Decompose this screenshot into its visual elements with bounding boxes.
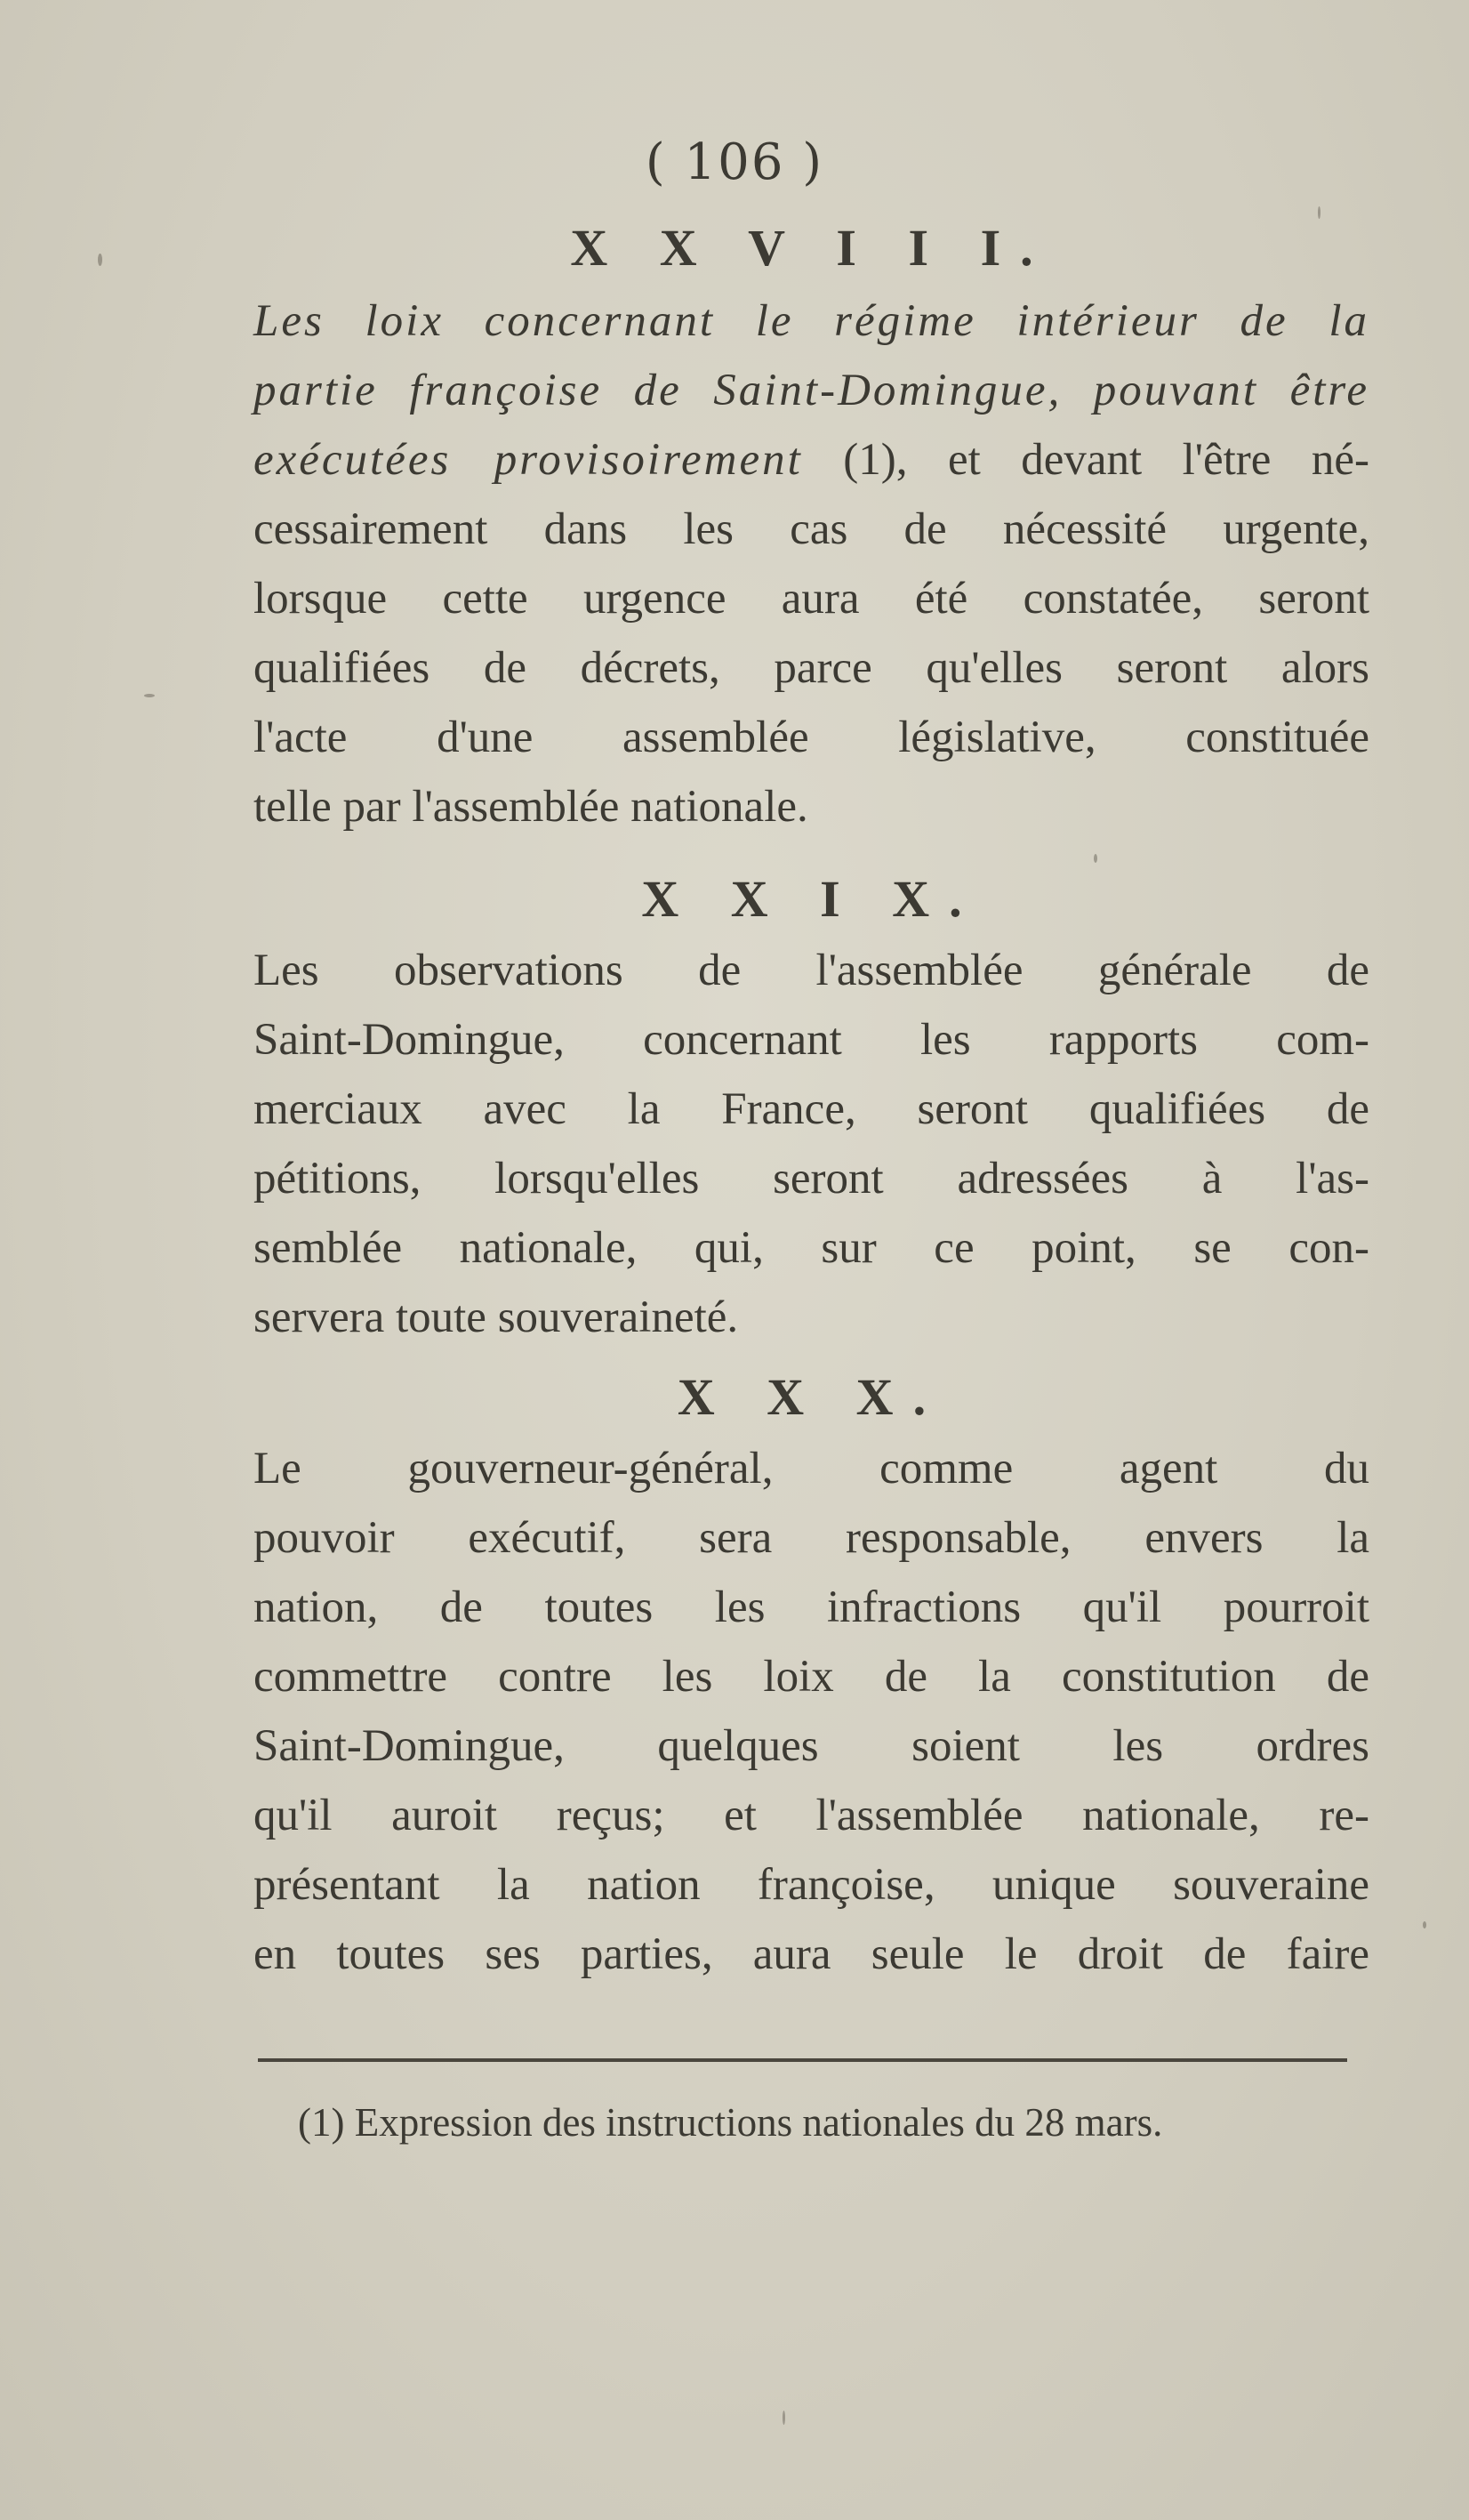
paper-speck (783, 2411, 785, 2425)
paper-speck (144, 694, 155, 697)
article-29-text (253, 936, 1369, 1352)
text-line: lorsque cette urgence aura été constatée, seront (253, 574, 1369, 624)
footnote: (1) Expression des instructions nationales du 28 mars. (298, 2100, 1163, 2145)
text-fragment: (1), et devant l'être né- (802, 435, 1369, 485)
text-line: qu'il auroit reçus; et l'assemblée nationale, re- (253, 1791, 1369, 1840)
text-line: en toutes ses parties, aura seule le droit de faire (253, 1929, 1369, 1979)
text-line: commettre contre les loix de la constitution de (253, 1652, 1369, 1702)
text-line: Le gouverneur-général, comme agent du (253, 1444, 1369, 1493)
text-line: Saint-Domingue, concernant les rapports com- (253, 1015, 1369, 1065)
text-line: merciaux avec la France, seront qualifiées de (253, 1084, 1369, 1134)
text-line: partie françoise de Saint-Domingue, pouvant être (253, 366, 1369, 415)
article-heading-28: X X V I I I. (570, 219, 1053, 277)
text-line: telle par l'assemblée nationale. (253, 782, 808, 832)
text-line: l'acte d'une assemblée législative, constituée (253, 713, 1369, 762)
text-line: cessairement dans les cas de nécessité urgente, (253, 504, 1369, 554)
text-line: nation, de toutes les infractions qu'il pourroit (253, 1582, 1369, 1632)
text-line: Saint-Domingue, quelques soient les ordres (253, 1721, 1369, 1771)
footnote-divider (258, 2058, 1347, 2062)
text-line: Les loix concernant le régime intérieur de la (253, 296, 1369, 346)
italic-phrase: exécutées provisoirement (253, 435, 803, 485)
paper-speck (1318, 206, 1320, 219)
text-line (253, 425, 1369, 495)
article-heading-29: X X I X. (641, 870, 982, 928)
article-30-text (253, 1434, 1369, 1989)
article-28-text (253, 286, 1369, 841)
text-line: pouvoir exécutif, sera responsable, envers la (253, 1513, 1369, 1563)
article-heading-30: X X X. (677, 1368, 946, 1426)
text-line: qualifiées de décrets, parce qu'elles seront alors (253, 643, 1369, 693)
text-line: pétitions, lorsqu'elles seront adressées à l'as- (253, 1154, 1369, 1204)
text-line: présentant la nation françoise, unique souveraine (253, 1860, 1369, 1910)
paper-speck (1423, 1921, 1426, 1928)
paper-speck (1094, 854, 1097, 863)
text-line: servera toute souveraineté. (253, 1292, 739, 1342)
text-line: Les observations de l'assemblée générale de (253, 946, 1369, 995)
paper-speck (98, 254, 102, 266)
text-line: semblée nationale, qui, sur ce point, se con- (253, 1223, 1369, 1273)
page-number: ( 106 ) (645, 133, 824, 191)
